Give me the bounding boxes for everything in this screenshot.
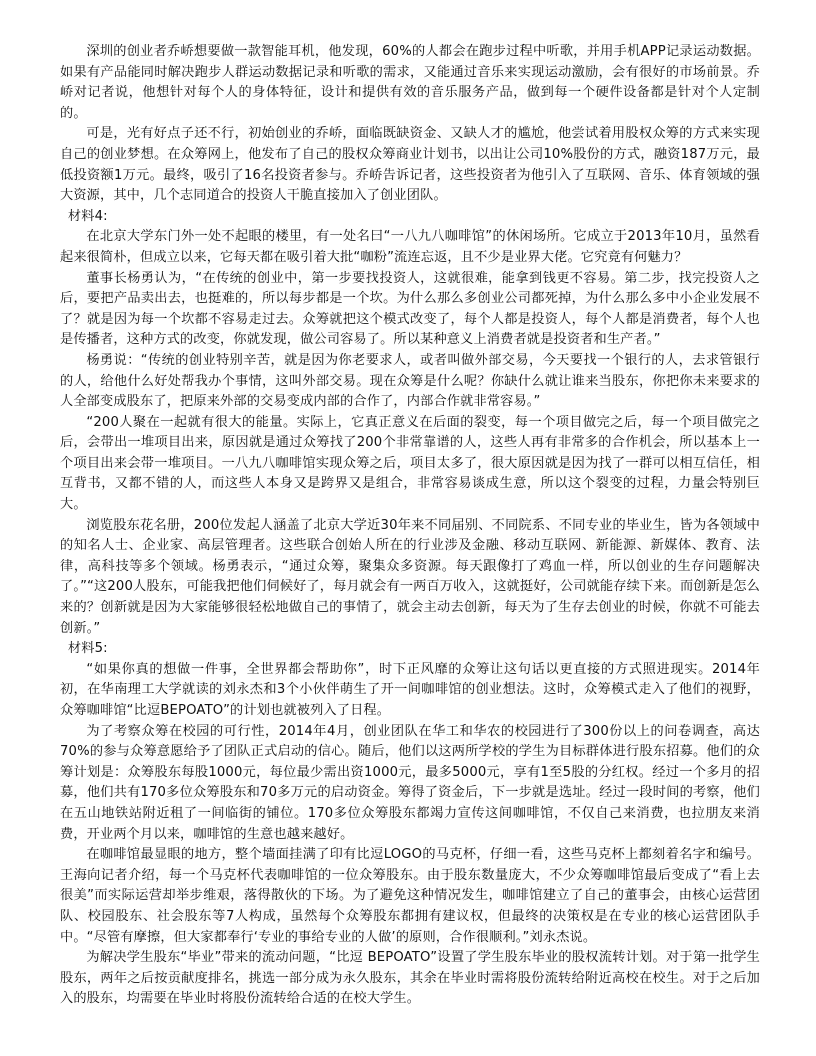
heading-material-5: 材料5: bbox=[67, 641, 108, 657]
paragraph-200-people-energy: “200人聚在一起就有很大的能量。实际上，它真正意义在后面的裂变，每一个项目做完之后，每一个项目做完之后，会带出一堆项目出来，原因就是通过众筹找了200个非常靠谱的人，这些人再有非常多的合作机会，所以基本上一个项目出来会带一堆项目。一八九八咖啡馆实现众筹之后，项目太多了，很大原因就是因为找了一群可以相互信任，相互背书，又都不错的人，而这些人本身又是跨界又是组合，非常容易谈成生意，所以这个裂变的过程，力量会特别巨大。 bbox=[60, 414, 760, 513]
paragraph-mug-wall: 在咖啡馆最显眼的地方，整个墙面挂满了印有比逗LOGO的马克杯，仔细一看，这些马克杯上都刻着名字和编号。王海向记者介绍，每一个马克杯代表咖啡馆的一位众筹股东。由于股东数量庞大，不少众筹咖啡馆最后变成了“看上去很美”而实际运营却举步维艰，落得散伙的下场。为了避免这种情况发生，咖啡馆建立了自己的董事会，由核心运营团队、校园股东、社会股东等7人构成，虽然每个众筹股东都拥有建议权，但最终的决策权是在专业的核心运营团队手中。“尽管有摩擦，但大家都奉行‘专业的事给专业的人做’的原则，合作很顺利。”刘永杰说。 bbox=[60, 847, 760, 945]
paragraph-graduation-transfer: 为解决学生股东“毕业”带来的流动问题，“比逗 BEPOATO”设置了学生股东毕业的股权流转计划。对于第一批学生股东，两年之后按贡献度排名，挑选一部分成为永久股东，其余在毕业时需将股份流转给附近高校在校生。对于之后加入的股东，均需要在毕业时将股份流转给合适的在校大学生。 bbox=[60, 950, 760, 1007]
document-page bbox=[60, 42, 760, 1010]
heading-material-4: 材料4: bbox=[67, 208, 108, 224]
paragraph-1898-cafe-intro: 在北京大学东门外一处不起眼的楼里，有一处名曰“一八九八咖啡馆”的休闲场所。它成立于2013年10月，虽然看起来很简朴，但成立以来，它每天都在吸引着大批“咖粉”流连忘返，且不少是业界大佬。它究竟有何魅力？ bbox=[60, 229, 760, 265]
paragraph-campus-survey: 为了考察众筹在校园的可行性，2014年4月，创业团队在华工和华农的校园进行了300份以上的问卷调查，高达70%的参与众筹意愿给予了团队正式启动的信心。随后，他们以这两所学校的学生为目标群体进行股东招募。他们的众筹计划是：众筹股东每股1000元，每位最少需出资1000元，最多5000元，享有1至5股的分红权。经过一个多月的招募，他们共有170多位众筹股东和70多万元的启动资金。筹得了资金后，下一步就是选址。经过一段时间的考察，他们在五山地铁站附近租了一间临街的铺位。170多位众筹股东都竭力宣传这间咖啡馆，不仅自己来消费，也拉朋友来消费，开业两个月以来，咖啡馆的生意也越来越好。 bbox=[60, 723, 760, 842]
paragraph-equity-crowdfunding: 可是，光有好点子还不行，初始创业的乔峤，面临既缺资金、又缺人才的尴尬，他尝试着用股权众筹的方式来实现自己的创业梦想。在众筹网上，他发布了自己的股权众筹商业计划书，以出让公司10%股份的方式，融资187万元，最低投资额1万元。最终，吸引了16名投资者参与。乔峤告诉记者，这些投资者为他引入了互联网、音乐、体育领域的强大资源，其中，几个志同道合的投资人干脆直接加入了创业团队。 bbox=[60, 126, 760, 204]
paragraph-running-headphones: 深圳的创业者乔峤想要做一款智能耳机，他发现，60%的人都会在跑步过程中听歌，并用手机APP记录运动数据。如果有产品能同时解决跑步人群运动数据记录和听歌的需求，又能通过音乐来实现运动激励，会有很好的市场前景。乔峤对记者说，他想针对每个人的身体特征，设计和提供有效的音乐服务产品，做到每一个硬件设备都是针对个人定制的。 bbox=[60, 44, 760, 121]
paragraph-bepoato-intro: “如果你真的想做一件事，全世界都会帮助你”，时下正风靡的众筹让这句话以更直接的方式照进现实。2014年初，在华南理工大学就读的刘永杰和3个小伙伴萌生了开一间咖啡馆的创业想法。这时，众筹模式走入了他们的视野，众筹咖啡馆“比逗BEPOATO”的计划也就被列入了日程。 bbox=[60, 661, 760, 718]
paragraph-yang-yong-view: 董事长杨勇认为，“在传统的创业中，第一步要找投资人，这就很难，能拿到钱更不容易。第二步，找完投资人之后，要把产品卖出去，也挺难的，所以每步都是一个坎。为什么那么多创业公司都死掉，为什么那么多中小企业发展不了？就是因为每一个坎都不容易走过去。众筹就把这个模式改变了，每个人都是投资人，每个人都是消费者，每个人也是传播者，这种方式的改变，你就发现，做公司容易了。所以某种意义上消费者就是投资者和生产者。” bbox=[60, 270, 760, 348]
paragraph-yang-yong-quote: 杨勇说：“传统的创业特别辛苦，就是因为你老要求人，或者叫做外部交易，今天要找一个银行的人，去求管银行的人，给他什么好处帮我办个事情，这叫外部交易。现在众筹是什么呢？你缺什么就让谁来当股东，你把你未来要求的人全部变成股东了，把原来外部的交易变成内部的合作了，内部合作就非常容易。” bbox=[60, 352, 760, 410]
paragraph-shareholder-roster: 浏览股东花名册，200位发起人涵盖了北京大学近30年来不同届别、不同院系、不同专业的毕业生，皆为各领域中的知名人士、企业家、高层管理者。这些联合创始人所在的行业涉及金融、移动互联网、新能源、新媒体、教育、法律，高科技等多个领域。杨勇表示，“通过众筹，聚集众多资源。每天跟像打了鸡血一样，所以创业的生存问题解决了。”“这200人股东，可能我把他们伺候好了，每月就会有一两百万收入，这就挺好，公司就能存续下来。而创新是怎么来的？创新就是因为大家能够很轻松地做自己的事情了，就会主动去创新，每天为了生存去创业的时候，你就不可能去创新。” bbox=[60, 517, 760, 636]
